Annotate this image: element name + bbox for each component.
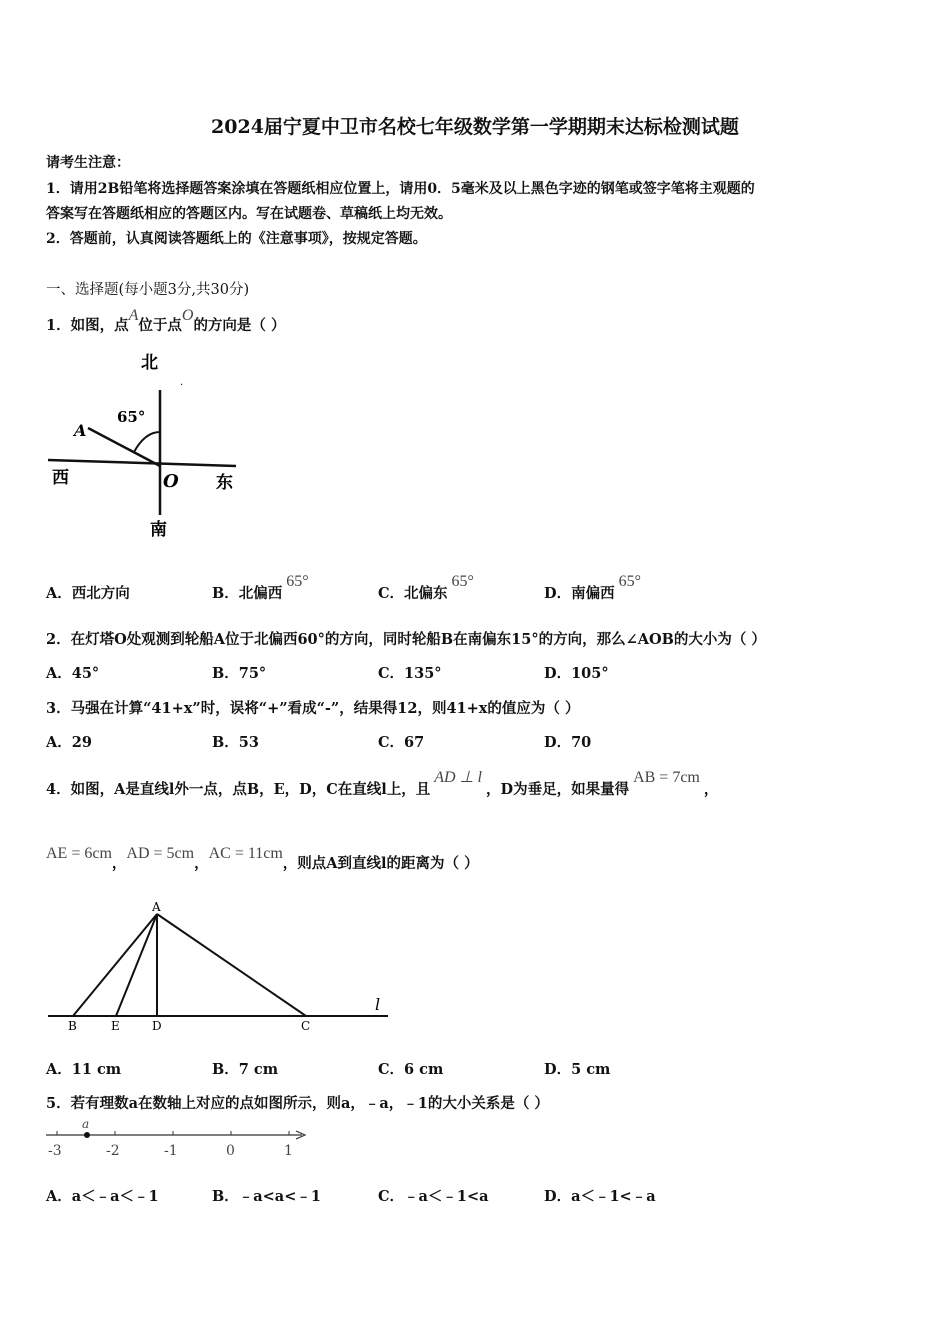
- oa-ray: [88, 428, 160, 466]
- q1-option-c-text: C．北偏东: [378, 585, 448, 602]
- q1-option-c[interactable]: [378, 573, 474, 603]
- q1-option-b-text: B．北偏西: [212, 585, 283, 602]
- q4-option-a[interactable]: A．11 cm: [46, 1061, 122, 1078]
- q4-option-b[interactable]: B．7 cm: [212, 1061, 279, 1078]
- q5-option-a[interactable]: A．a＜﹣a＜﹣1: [46, 1188, 159, 1205]
- q5-option-c[interactable]: C．﹣a＜﹣1<a: [378, 1188, 489, 1205]
- q1-option-b-degree: 65°: [286, 573, 309, 590]
- q2-option-c[interactable]: C．135°: [378, 665, 442, 682]
- q1-option-d-text: D．南偏西: [544, 585, 615, 602]
- q1-point-o: O: [181, 307, 194, 324]
- tick-label-0: 0: [226, 1143, 235, 1159]
- segment-ac: [157, 914, 306, 1016]
- q4-option-d[interactable]: D．5 cm: [544, 1061, 611, 1078]
- label-c: C: [301, 1019, 311, 1033]
- q1-option-c-degree: 65°: [451, 573, 474, 590]
- q1-mid: 位于点: [138, 317, 182, 334]
- q4-part3: ，则点A到直线l的距离为（ ）: [282, 855, 479, 872]
- q1-option-a[interactable]: A．西北方向: [46, 585, 130, 602]
- q4-part2: ，D为垂足，如果量得: [486, 781, 630, 798]
- west-label: 西: [52, 468, 69, 488]
- question-5: 5．若有理数a在数轴上对应的点如图所示，则a，﹣a，﹣1的大小关系是（ ）: [46, 1095, 549, 1112]
- notice-line-2: 2．答题前，认真阅读答题纸上的《注意事项》，按规定答题。: [46, 231, 427, 247]
- triangle-figure: [40, 896, 400, 1038]
- q2-option-d[interactable]: D．105°: [544, 665, 609, 682]
- q5-option-d[interactable]: D．a＜﹣1<﹣a: [544, 1188, 656, 1205]
- point-a-label: A: [74, 421, 87, 440]
- tick-label-1: 1: [284, 1143, 293, 1159]
- speck-dot: .: [180, 377, 184, 388]
- q5-option-b[interactable]: B．﹣a<a<﹣1: [212, 1188, 321, 1205]
- q3-option-a[interactable]: A．29: [46, 734, 92, 751]
- label-b: B: [68, 1019, 77, 1033]
- segment-ae: [116, 914, 157, 1016]
- point-o-label: O: [163, 471, 179, 492]
- q1-option-b[interactable]: [212, 573, 309, 603]
- number-line-figure: [40, 1118, 320, 1162]
- question-3: 3．马强在计算“41+x”时，误将“+”看成“-”，结果得12，则41+x的值应为（ ）: [46, 700, 580, 717]
- q4-option-c[interactable]: C．6 cm: [378, 1061, 444, 1078]
- q4-ad: AD = 5cm: [126, 845, 195, 862]
- segment-ab: [73, 914, 157, 1016]
- label-e: E: [111, 1019, 120, 1033]
- notice-line-1a: 1．请用2B铅笔将选择题答案涂填在答题纸相应位置上，请用0．5毫米及以上黑色字迹的钢笔或签字笔将主观题的: [46, 181, 755, 197]
- q1-option-d-degree: 65°: [618, 573, 641, 590]
- q4-comma: ，: [703, 781, 719, 798]
- notice-line-1b: 答案写在答题纸相应的答题区内。写在试题卷、草稿纸上均无效。: [46, 206, 452, 222]
- q4-part1: 4．如图，A是直线l外一点，点B，E，D，C在直线l上，且: [46, 781, 431, 798]
- east-label: 东: [216, 473, 233, 493]
- q2-option-a[interactable]: A．45°: [46, 665, 100, 682]
- q2-option-b[interactable]: B．75°: [212, 665, 267, 682]
- q3-option-b[interactable]: B．53: [212, 734, 259, 751]
- q4-ae: AE = 6cm: [46, 845, 112, 862]
- label-a: A: [152, 900, 161, 914]
- tick-label-neg1: -1: [164, 1143, 178, 1159]
- point-a-dot: [84, 1132, 90, 1138]
- tick-label-neg2: -2: [106, 1143, 120, 1159]
- west-east-line: [48, 460, 236, 466]
- page-title: 2024届宁夏中卫市名校七年级数学第一学期期末达标检测试题: [211, 116, 739, 138]
- question-4-cont: [46, 845, 479, 873]
- q4-ac: AC = 11cm: [208, 845, 283, 862]
- question-2: 2．在灯塔O处观测到轮船A位于北偏西60°的方向，同时轮船B在南偏东15°的方向，那么∠AOB的大小为（ ）: [46, 631, 766, 648]
- north-label: 北: [141, 353, 158, 373]
- q1-prefix: 1．如图，点: [46, 317, 129, 334]
- question-1: [46, 307, 286, 335]
- q1-suffix: 的方向是（ ）: [193, 317, 286, 334]
- q4-ab: AB = 7cm: [633, 769, 700, 786]
- point-a-label: a: [82, 1118, 90, 1131]
- tick-label-neg3: -3: [48, 1143, 62, 1159]
- label-d: D: [152, 1019, 162, 1033]
- section-heading: 一、选择题(每小题3分,共30分): [46, 282, 250, 298]
- compass-figure: [40, 350, 260, 550]
- q4-perp: AD ⊥ l: [434, 769, 482, 786]
- angle-label: 65°: [117, 408, 146, 426]
- q1-option-d[interactable]: [544, 573, 641, 603]
- q1-point-a: A: [128, 307, 139, 324]
- notice-heading: 请考生注意：: [46, 155, 130, 171]
- label-l: l: [375, 995, 381, 1014]
- q4-comma-2: ，: [111, 855, 127, 872]
- angle-arc: [134, 432, 160, 452]
- q3-option-d[interactable]: D．70: [544, 734, 592, 751]
- question-4: [46, 769, 719, 799]
- q3-option-c[interactable]: C．67: [378, 734, 425, 751]
- q4-comma-3: ，: [194, 855, 209, 872]
- south-label: 南: [150, 520, 167, 540]
